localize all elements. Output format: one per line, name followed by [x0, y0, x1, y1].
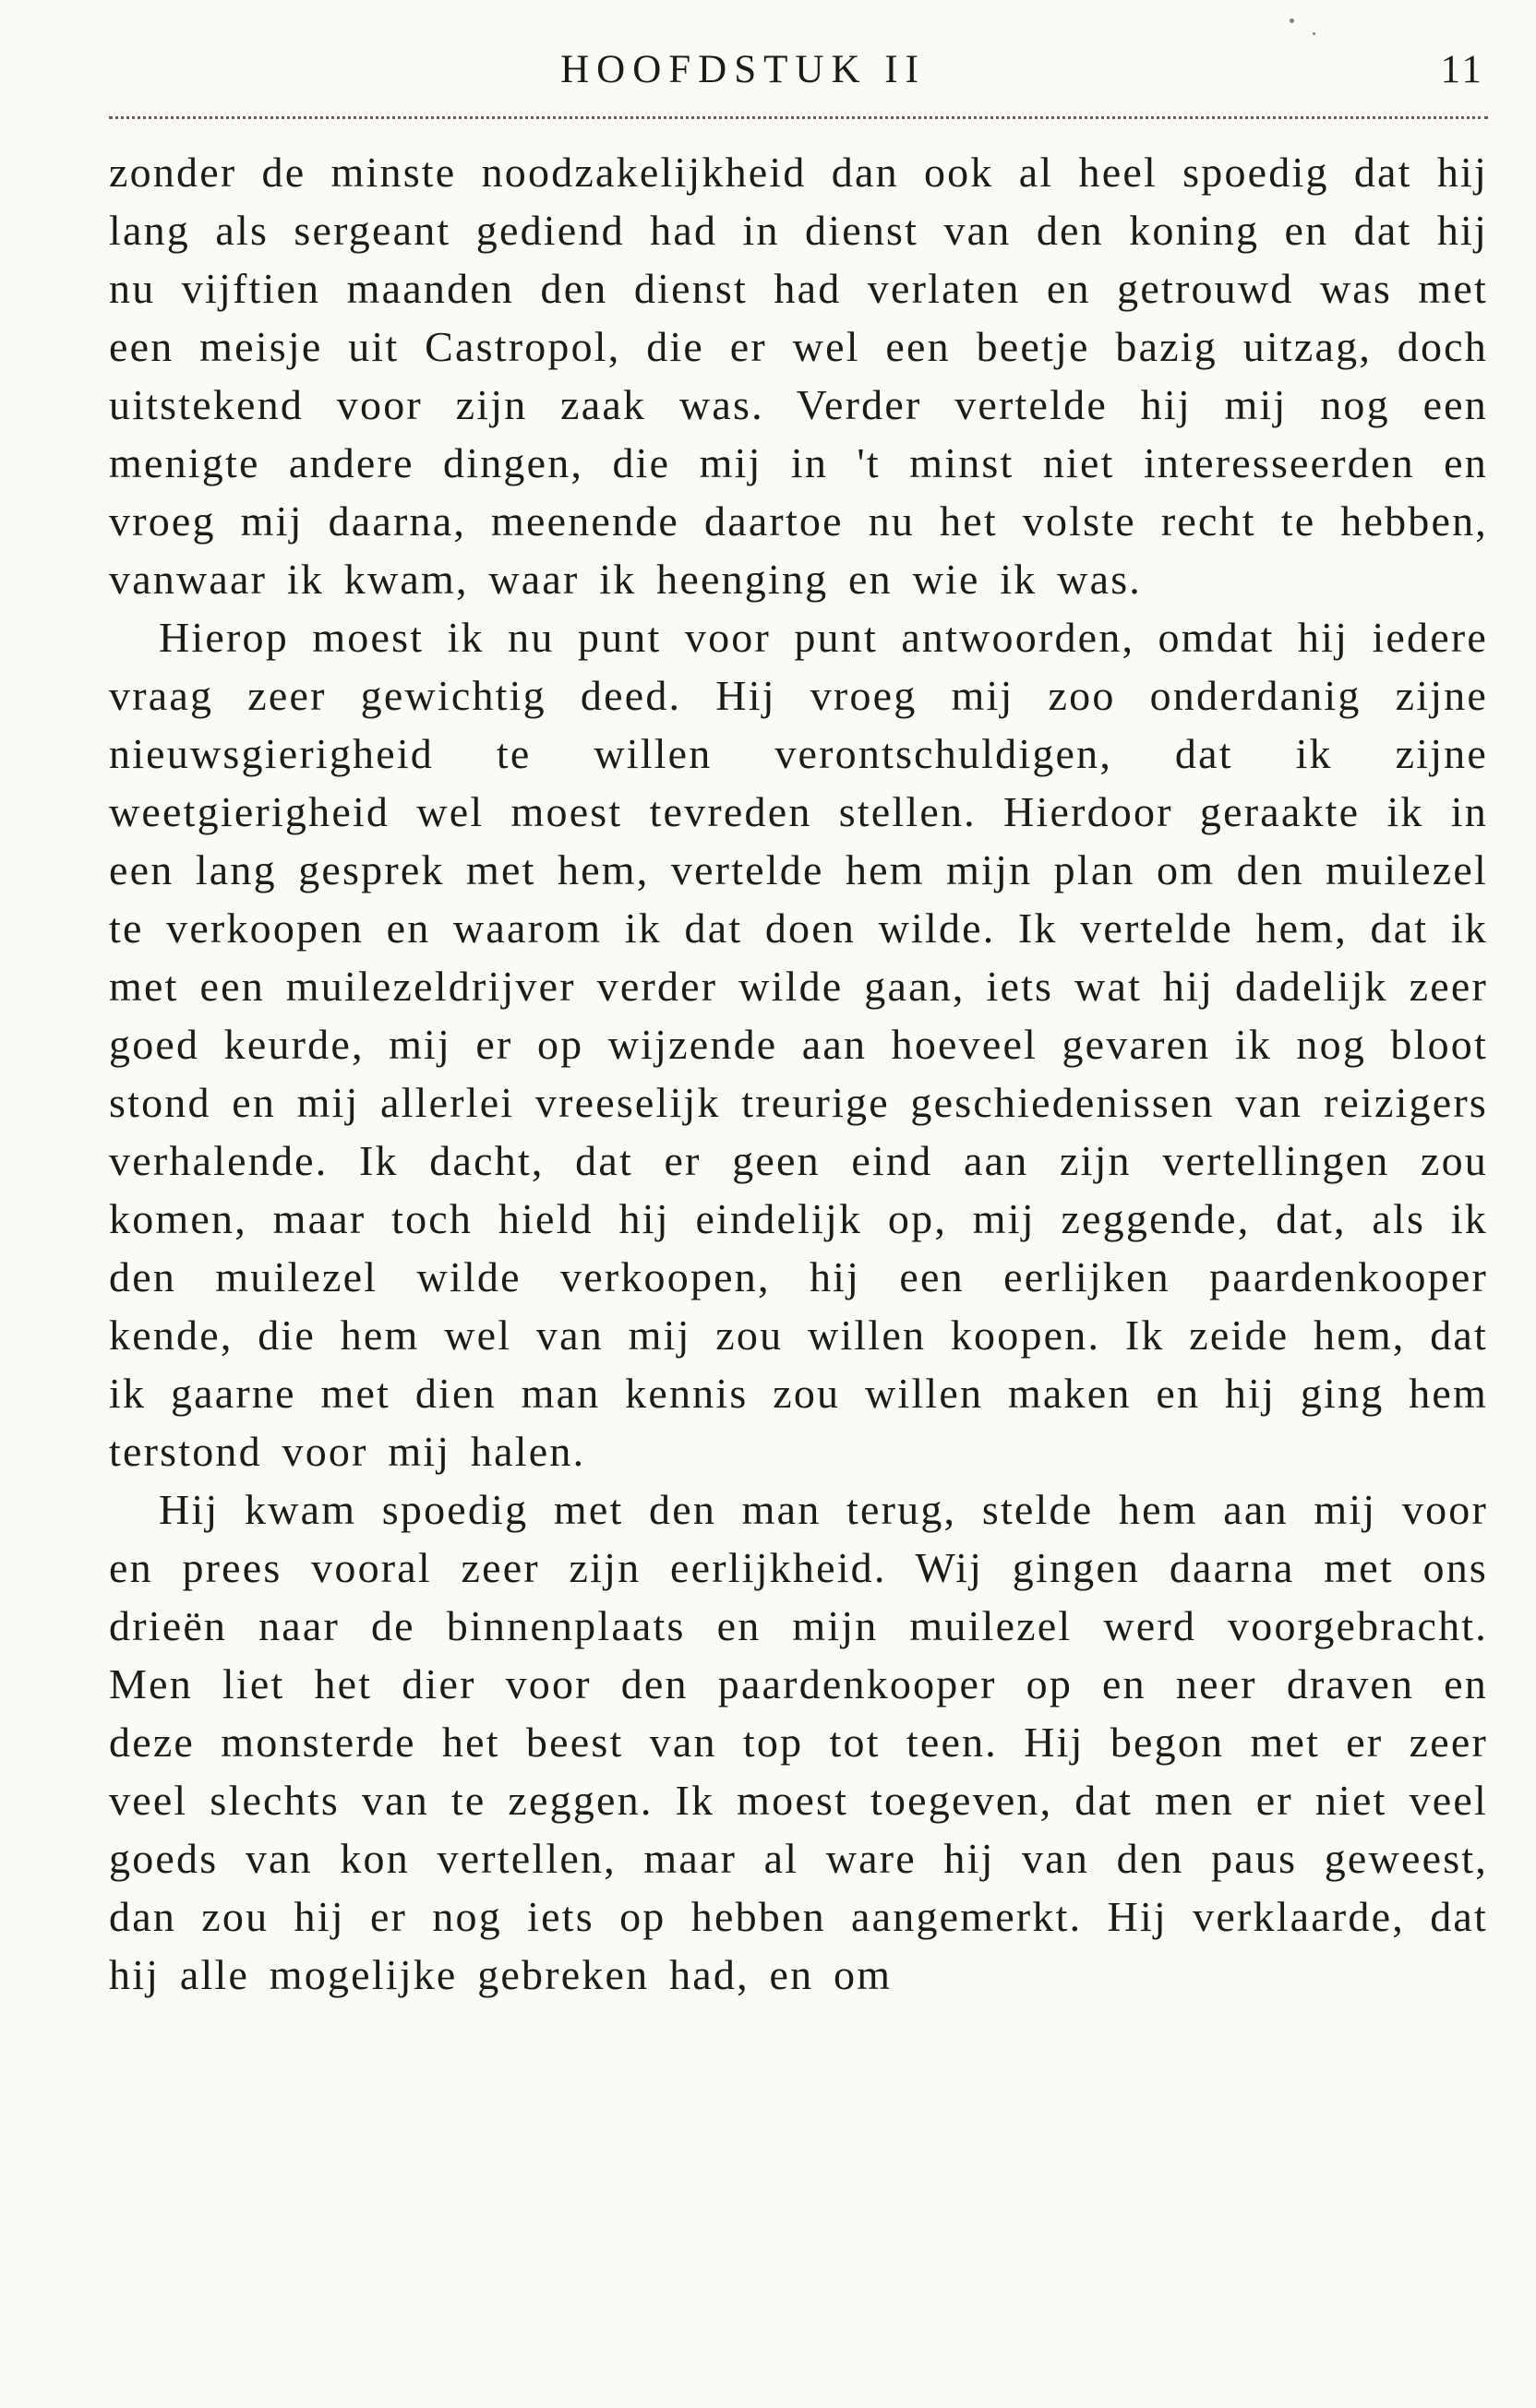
paragraph-2: Hierop moest ik nu punt voor punt antwoorden, omdat hij iedere vraag zeer gewichtig deed. Hij vroeg mij zoo onderdanig zijne nieuwsgierigheid te willen verontschuldigen, dat ik zijne weetgierigheid wel moest tevreden stellen. Hierdoor geraakte ik in een lang gesprek met hem, vertelde hem mijn plan om den muilezel te verkoopen en waarom ik dat doen wilde. Ik vertelde hem, dat ik met een muilezeldrijver verder wilde gaan, iets wat hij dadelijk zeer goed keurde, mij er op wijzende aan hoeveel gevaren ik nog bloot stond en mij allerlei vreeselijk treurige geschiedenissen van reizigers verhalende. Ik dacht, dat er geen eind aan zijn vertellingen zou komen, maar toch hield hij eindelijk op, mij zeggende, dat, als ik den muilezel wilde verkoopen, hij een eerlijken paardenkooper kende, die hem wel van mij zou willen koopen. Ik zeide hem, dat ik gaarne met dien man kennis zou willen maken en hij ging hem terstond voor mij halen.: [109, 614, 1488, 1475]
scan-speck: [1290, 18, 1294, 23]
page-header: [109, 42, 1488, 102]
dotted-rule: [109, 116, 1488, 119]
page-content: [109, 42, 1488, 2004]
chapter-title: HOOFDSTUK II: [560, 48, 926, 91]
page-number: 11: [1440, 48, 1484, 91]
paragraph-3: Hij kwam spoedig met den man terug, stelde hem aan mij voor en prees vooral zeer zijn eerlijkheid. Wij gingen daarna met ons drieën naar de binnenplaats en mijn muilezel werd voorgebracht. Men liet het dier voor den paardenkooper op en neer draven en deze monsterde het beest van top tot teen. Hij begon met er zeer veel slechts van te zeggen. Ik moest toegeven, dat men er niet veel goeds van kon vertellen, maar al ware hij van den paus geweest, dan zou hij er nog iets op hebben aangemerkt. Hij verklaarde, dat hij alle mogelijke gebreken had, en om: [109, 1486, 1488, 1998]
page-body: [109, 143, 1488, 2004]
paragraph-1: zonder de minste noodzakelijkheid dan ook al heel spoedig dat hij lang als sergeant gediend had in dienst van den koning en dat hij nu vijftien maanden den dienst had verlaten en getrouwd was met een meisje uit Castropol, die er wel een beetje bazig uitzag, doch uitstekend voor zijn zaak was. Verder vertelde hij mij nog een menigte andere dingen, die mij in 't minst niet interesseerden en vroeg mij daarna, meenende daartoe nu het volste recht te hebben, vanwaar ik kwam, waar ik heenging en wie ik was.: [109, 149, 1488, 603]
